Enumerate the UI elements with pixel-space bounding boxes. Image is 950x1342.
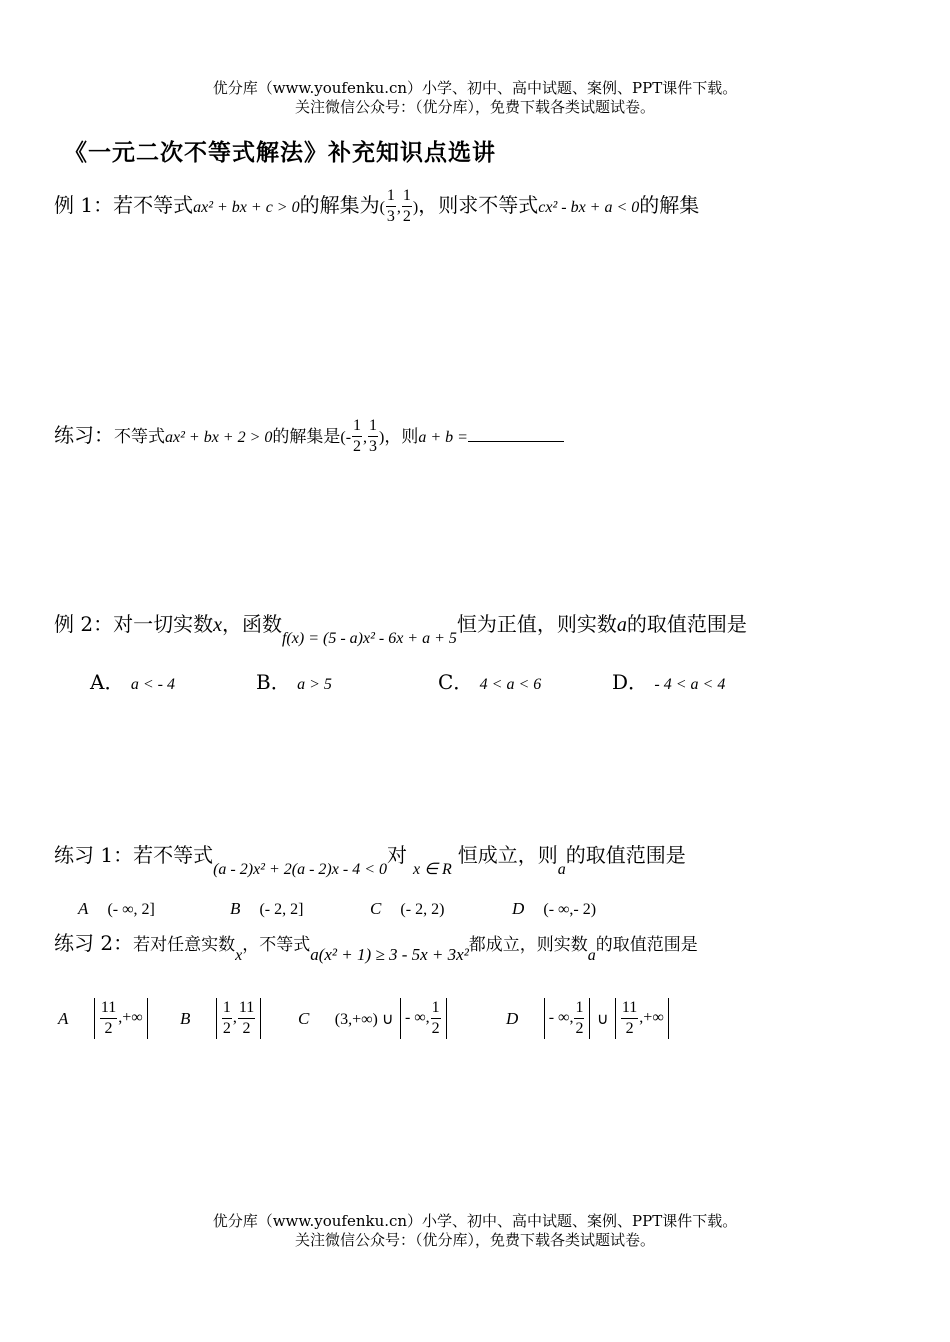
practice-2 (54, 927, 698, 964)
page-header (0, 79, 950, 117)
practice-2-option-d[interactable]: D - ∞, $\frac{1}{2}$ ∪ $\frac{11}{2}$ ,+∞ (506, 998, 669, 1039)
example-1-open: ( (379, 199, 385, 216)
example-2-option-b[interactable]: B． a > 5 (256, 670, 332, 694)
practice-1-text1: 对 (386, 843, 407, 867)
page-footer (0, 1212, 950, 1250)
practice-2-option-c[interactable]: C (3,+∞) ∪ - ∞, $\frac{1}{2}$ (298, 998, 447, 1039)
practice-open: (- (340, 429, 352, 446)
practice-1-var-a: a (557, 861, 566, 878)
practice-expr1: ax² + bx + 2 > 0 (165, 429, 273, 446)
practice-1-cond: x ∈ R (412, 861, 452, 878)
footer-line-2: 关注微信公众号：（优分库），免费下载各类试题试卷。 (294, 1231, 655, 1249)
practice-1-label: 练习 1：若不等式 (54, 843, 214, 867)
example-2 (54, 608, 747, 647)
practice-2-label: 练习 2： (54, 931, 134, 955)
practice-frac-1: $\frac{1}{2}$ (353, 417, 362, 455)
example-2-func: f(x) = (5 - a)x² - 6x + a + 5 (281, 630, 457, 647)
header-line-1: 优分库（www.youfenku.cn）小学、初中、高中试题、案例、PPT课件下载。 (212, 79, 738, 97)
page-title: 《一元二次不等式解法》补充知识点选讲 (64, 139, 496, 166)
example-2-option-c[interactable]: C． 4 < a < 6 (438, 670, 542, 694)
practice-2-option-b[interactable]: B $\frac{1}{2}$ , $\frac{11}{2}$ (180, 998, 261, 1039)
example-1-expr1: ax² + bx + c > 0 (193, 199, 300, 216)
practice-close: ) (379, 429, 385, 446)
example-1-end: 的解集 (639, 193, 700, 217)
answer-blank[interactable] (468, 423, 564, 442)
example-1-frac-1: $\frac{1}{3}$ (386, 187, 395, 225)
practice-comma: , (363, 429, 368, 446)
header-line-2: 关注微信公众号：（优分库），免费下载各类试题试卷。 (294, 98, 655, 116)
example-2-option-a[interactable]: A． a < - 4 (90, 670, 175, 694)
example-1-expr2: cx² - bx + a < 0 (538, 199, 640, 216)
example-2-label: 例 2：对一切实数 (54, 612, 214, 636)
example-2-text2: 恒为正值，则实数 (456, 612, 617, 636)
example-1-label: 例 1：若不等式 (54, 193, 194, 217)
practice-1-option-c[interactable]: C (- 2, 2) (370, 899, 445, 918)
example-1 (54, 188, 699, 225)
practice-1-option-b[interactable]: B (- 2, 2] (230, 899, 304, 918)
example-2-var-x: x (213, 614, 222, 636)
practice-1-expr: (a - 2)x² + 2(a - 2)x - 4 < 0 (213, 861, 387, 878)
practice-1-option-a[interactable]: A (- ∞, 2] (78, 899, 155, 918)
practice-text2: 的解集是 (272, 427, 341, 447)
practice-2-option-a[interactable]: A $\frac{11}{2}$ ,+∞ (58, 998, 148, 1039)
example-1-mid2: ，则求不等式 (418, 193, 539, 217)
practice-1-option-d[interactable]: D (- ∞,- 2) (512, 899, 597, 918)
practice-text3: ，则 (384, 427, 419, 447)
example-2-text1: ，函数 (221, 612, 282, 636)
practice-2-var-x: x (235, 947, 243, 964)
practice (54, 418, 564, 455)
practice-1-text3: 的取值范围是 (565, 843, 686, 867)
footer-line-1: 优分库（www.youfenku.cn）小学、初中、高中试题、案例、PPT课件下载。 (212, 1212, 738, 1230)
practice-1-text2: 恒成立，则 (457, 843, 558, 867)
example-1-mid: 的解集为 (299, 193, 380, 217)
practice-2-text2: ，不等式 (242, 935, 311, 955)
example-1-close: ) (412, 199, 419, 216)
example-2-var-a: a (616, 614, 627, 636)
practice-expr2: a + b = (418, 429, 468, 446)
practice-2-text3: 都成立，则实数 (468, 935, 588, 955)
example-2-option-d[interactable]: D． - 4 < a < 4 (612, 670, 726, 694)
example-2-text3: 的取值范围是 (626, 612, 747, 636)
practice-text1: 不等式 (114, 427, 165, 447)
practice-2-expr: a(x² + 1) ≥ 3 - 5x + 3x² (310, 945, 469, 964)
practice-2-text4: 的取值范围是 (595, 935, 698, 955)
practice-2-var-a: a (587, 947, 596, 964)
practice-label: 练习： (54, 423, 114, 447)
example-1-frac-2: $\frac{1}{2}$ (402, 187, 411, 225)
practice-2-text1: 若对任意实数 (133, 935, 236, 955)
example-1-comma: , (396, 199, 401, 216)
practice-frac-2: $\frac{1}{3}$ (369, 417, 378, 455)
